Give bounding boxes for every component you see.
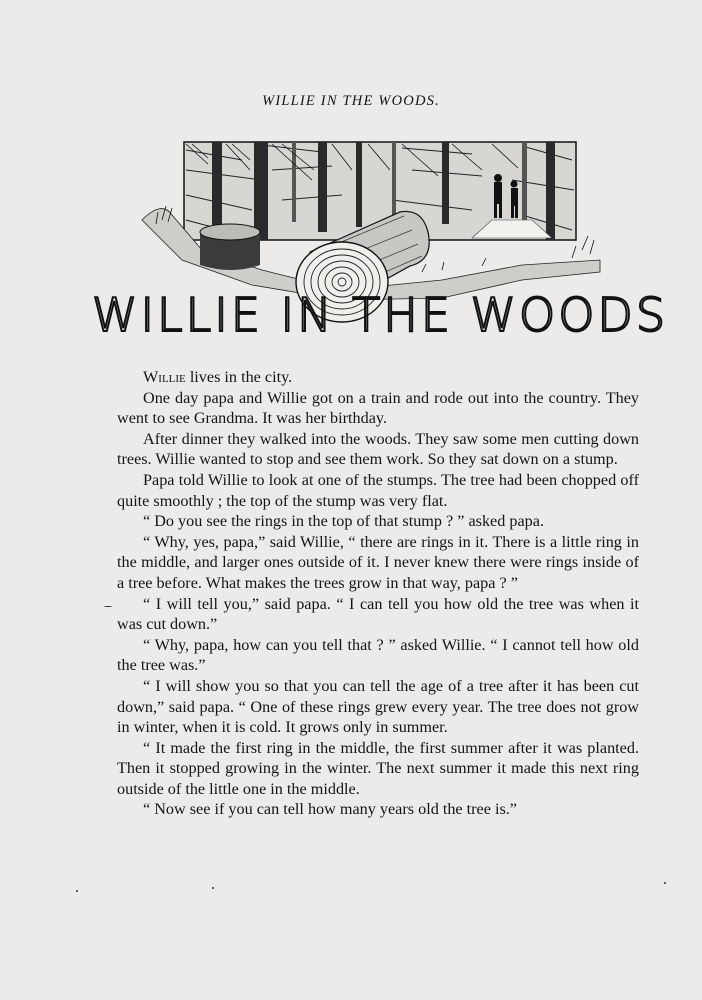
paragraph: “ Why, papa, how can you tell that ? ” asked Willie. “ I cannot tell how old the tree was.” [117, 635, 639, 675]
print-speck [664, 882, 666, 884]
paragraph: “ It made the first ring in the middle, the first summer after it was planted. Then it stopped growing in the winter. The next summer it made this next ring outside of the little one in the middle. [117, 738, 639, 798]
story-text [117, 367, 639, 820]
print-speck [76, 890, 78, 892]
paragraph: Papa told Willie to look at one of the stumps. The tree had been chopped off quite smoothly ; the top of the stump was very flat. [117, 470, 639, 510]
print-speck [104, 606, 112, 607]
paragraph: After dinner they walked into the woods. They saw some men cutting down trees. Willie wanted to stop and see them work. So they sat down on a stump. [117, 429, 639, 469]
paragraph: “ Now see if you can tell how many years old the tree is.” [143, 800, 517, 819]
paragraph: “ Why, yes, papa,” said Willie, “ there are rings in it. There is a little ring in the middle, and larger ones outside of it. I never knew there were rings inside of a tree before. What makes the trees grow in that way, papa ? ” [117, 532, 639, 592]
running-head: WILLIE IN THE WOODS. [262, 93, 440, 109]
lead-text: lives in the city. [185, 368, 293, 386]
svg-text:WILLIE IN THE WOODS: WILLIE IN THE WOODS [91, 288, 669, 342]
paragraph: “ Do you see the rings in the top of that stump ? ” asked papa. [143, 512, 544, 531]
paragraph: “ I will show you so that you can tell the age of a tree after it has been cut down,” said papa. “ One of these rings grew every year. The tree does not grow in winter, when it is cold. It grows only in summer. [117, 676, 639, 737]
paragraph: One day papa and Willie got on a train and rode out into the country. They went to see Grandma. It was her birthday. [117, 388, 639, 428]
illustration-title-art [91, 283, 669, 343]
paragraph [117, 367, 639, 388]
paragraph: “ I will tell you,” said papa. “ I can tell you how old the tree was when it was cut down.” [117, 594, 639, 634]
print-speck [212, 887, 214, 889]
lead-word: Willie [143, 368, 186, 386]
